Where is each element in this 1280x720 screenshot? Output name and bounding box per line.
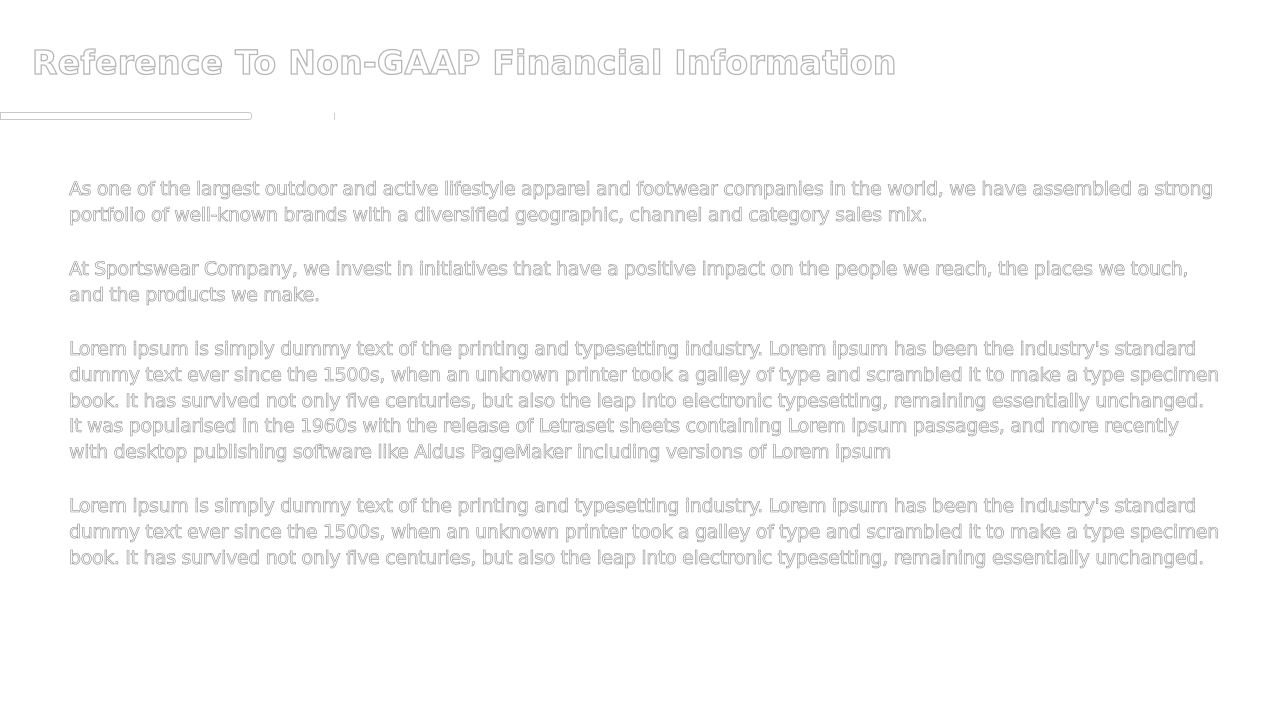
title-underline-tick: [334, 113, 335, 120]
intro-paragraph: As one of the largest outdoor and active lifestyle apparel and footwear companies in the world, we have assembled a strong portfolio of well-known brands with a diversified geographic, channel and category sales mix.: [69, 178, 1213, 226]
lorem-paragraph-short: Lorem ipsum is simply dummy text of the printing and typesetting industry. Lorem ipsum has been the industry's standard dummy text ever since the 1500s, when an unknown printer took a galley of type and scrambled it to make a type specimen book. It has survived not only five centuries, but also the leap into electronic typesetting, remaining essentially unchanged.: [69, 495, 1219, 569]
title-underline: [0, 112, 252, 120]
content-section: [69, 177, 1219, 600]
page-title: Reference To Non-GAAP Financial Information: [32, 43, 897, 82]
initiatives-paragraph: At Sportswear Company, we invest in initiatives that have a positive impact on the people we reach, the places we touch, and the products we make.: [69, 258, 1189, 306]
lorem-paragraph-long: Lorem ipsum is simply dummy text of the printing and typesetting industry. Lorem ipsum has been the industry's standard dummy text ever since the 1500s, when an unknown printer took a galley of type and scrambled it to make a type specimen book. It has survived not only five centuries, but also the leap into electronic typesetting, remaining essentially unchanged. It was popularised in the 1960s with the release of Letraset sheets containing Lorem ipsum passages, and more recently with desktop publishing software like Aldus PageMaker including versions of Lorem ipsum: [69, 338, 1219, 463]
